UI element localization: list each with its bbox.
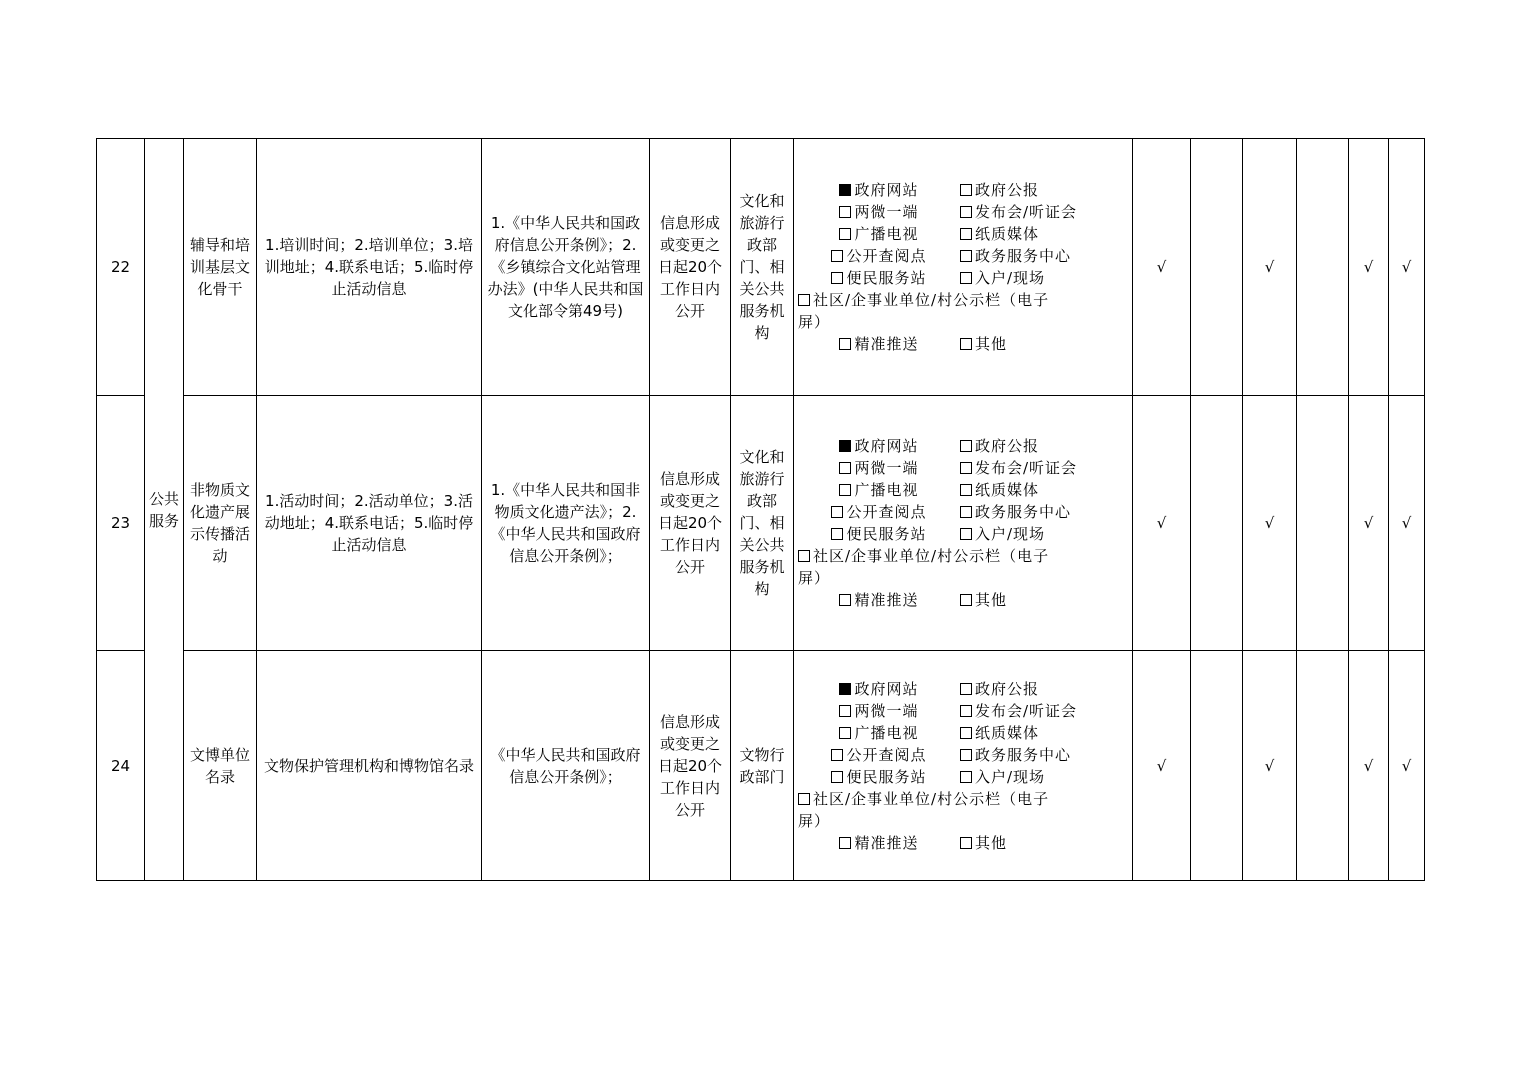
disclosure-content: 1.培训时间；2.培训单位；3.培训地址；4.联系电话；5.临时停止活动信息	[257, 139, 482, 396]
checkbox-icon	[960, 705, 972, 717]
checkbox-icon	[798, 793, 810, 805]
checkbox-icon	[798, 294, 810, 306]
check-mark: √	[1133, 651, 1191, 881]
disclosure-time-limit: 信息形成或变更之日起20个工作日内公开	[650, 139, 731, 396]
checkbox-icon	[960, 771, 972, 783]
checkbox-icon	[831, 250, 843, 262]
category-cell: 公共服务	[145, 139, 184, 881]
item-name: 非物质文化遗产展示传播活动	[184, 396, 257, 651]
checkbox-icon	[960, 272, 972, 284]
check-mark: √	[1133, 139, 1191, 396]
disclosure-channels: 政府网站 政府公报 两微一端 发布会/听证会 广播电视 纸质媒体 公开查阅点 政务服务中心 便民服务站 入户/现场 社区/企事业单位/村公示栏（电子 屏） 精准推送 其他	[794, 139, 1133, 396]
checkbox-icon	[960, 749, 972, 761]
disclosure-table	[96, 138, 1425, 881]
disclosure-time-limit: 信息形成或变更之日起20个工作日内公开	[650, 651, 731, 881]
disclosure-channels: 政府网站 政府公报 两微一端 发布会/听证会 广播电视 纸质媒体 公开查阅点 政务服务中心 便民服务站 入户/现场 社区/企事业单位/村公示栏（电子 屏） 精准推送 其他	[794, 651, 1133, 881]
disclosure-basis: 1.《中华人民共和国非物质文化遗产法》；2.《中华人民共和国政府信息公开条例》；	[482, 396, 650, 651]
checkbox-icon	[839, 206, 851, 218]
check-mark: √	[1389, 396, 1425, 651]
checkbox-icon	[839, 837, 851, 849]
checkbox-icon	[960, 206, 972, 218]
checkbox-icon	[839, 338, 851, 350]
check-mark: √	[1133, 396, 1191, 651]
checkbox-icon	[839, 228, 851, 240]
table-row	[97, 139, 1425, 396]
row-number: 23	[97, 396, 145, 651]
checkbox-icon	[960, 484, 972, 496]
checkbox-checked-icon	[839, 683, 851, 695]
check-mark: √	[1389, 139, 1425, 396]
checkbox-icon	[960, 683, 972, 695]
checkbox-icon	[839, 484, 851, 496]
check-mark: √	[1389, 651, 1425, 881]
disclosure-subject: 文物行政部门	[731, 651, 794, 881]
checkbox-icon	[798, 550, 810, 562]
checkbox-icon	[960, 528, 972, 540]
checkbox-checked-icon	[839, 184, 851, 196]
checkbox-icon	[831, 528, 843, 540]
row-number: 22	[97, 139, 145, 396]
item-name: 文博单位名录	[184, 651, 257, 881]
check-mark	[1191, 139, 1243, 396]
check-mark: √	[1243, 396, 1297, 651]
checkbox-icon	[839, 727, 851, 739]
check-mark	[1191, 651, 1243, 881]
checkbox-icon	[839, 594, 851, 606]
row-number: 24	[97, 651, 145, 881]
checkbox-icon	[960, 462, 972, 474]
disclosure-time-limit: 信息形成或变更之日起20个工作日内公开	[650, 396, 731, 651]
disclosure-content: 文物保护管理机构和博物馆名录	[257, 651, 482, 881]
table-row	[97, 396, 1425, 651]
checkbox-icon	[960, 440, 972, 452]
checkbox-checked-icon	[839, 440, 851, 452]
checkbox-icon	[960, 506, 972, 518]
checkbox-icon	[960, 837, 972, 849]
disclosure-basis: 《中华人民共和国政府信息公开条例》；	[482, 651, 650, 881]
checkbox-icon	[831, 771, 843, 783]
checkbox-icon	[960, 250, 972, 262]
checkbox-icon	[960, 338, 972, 350]
checkbox-icon	[960, 184, 972, 196]
disclosure-content: 1.活动时间；2.活动单位；3.活动地址；4.联系电话；5.临时停止活动信息	[257, 396, 482, 651]
item-name: 辅导和培训基层文化骨干	[184, 139, 257, 396]
check-mark: √	[1349, 139, 1389, 396]
check-mark	[1297, 651, 1349, 881]
check-mark: √	[1243, 139, 1297, 396]
disclosure-channels: 政府网站 政府公报 两微一端 发布会/听证会 广播电视 纸质媒体 公开查阅点 政务服务中心 便民服务站 入户/现场 社区/企事业单位/村公示栏（电子 屏） 精准推送 其他	[794, 396, 1133, 651]
disclosure-subject: 文化和旅游行政部门、相关公共服务机构	[731, 396, 794, 651]
check-mark: √	[1243, 651, 1297, 881]
checkbox-icon	[831, 506, 843, 518]
checkbox-icon	[831, 272, 843, 284]
checkbox-icon	[831, 749, 843, 761]
check-mark	[1191, 396, 1243, 651]
check-mark	[1297, 139, 1349, 396]
checkbox-icon	[960, 727, 972, 739]
checkbox-icon	[960, 594, 972, 606]
check-mark: √	[1349, 396, 1389, 651]
disclosure-subject: 文化和旅游行政部门、相关公共服务机构	[731, 139, 794, 396]
check-mark: √	[1349, 651, 1389, 881]
table-row	[97, 651, 1425, 881]
checkbox-icon	[839, 462, 851, 474]
checkbox-icon	[839, 705, 851, 717]
check-mark	[1297, 396, 1349, 651]
disclosure-basis: 1.《中华人民共和国政府信息公开条例》；2.《乡镇综合文化站管理办法》(中华人民共和国文化部令第49号)	[482, 139, 650, 396]
checkbox-icon	[960, 228, 972, 240]
